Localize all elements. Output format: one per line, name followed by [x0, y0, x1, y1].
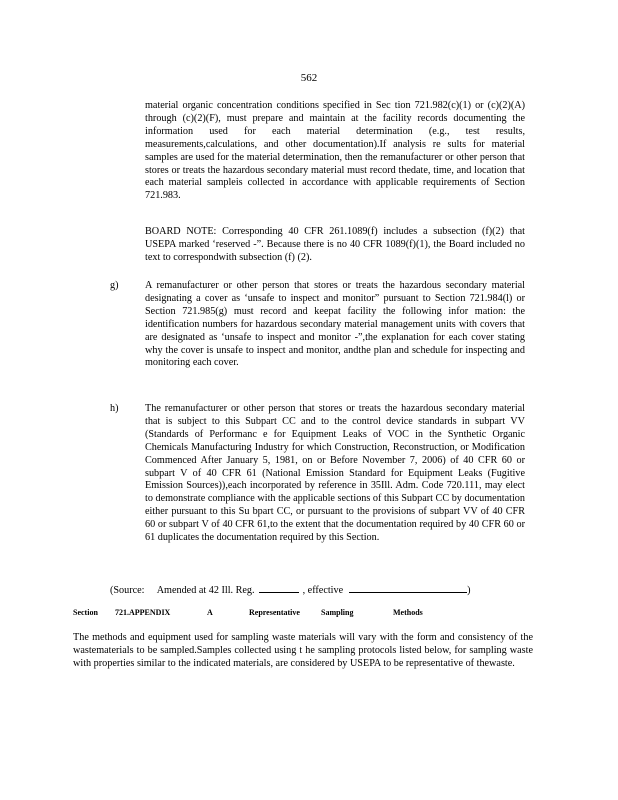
- board-note: BOARD NOTE: Corresponding 40 CFR 261.1089(f) includes a subsection (f)(2) that USEPA marked ‘reserved -”. Because there is no 40 CFR 1089(f)(1), the Board included no text to correspondwith subsection (f) (2).: [145, 226, 525, 263]
- paragraph-records-documentation: material organic concentration conditions specified in Sec tion 721.982(c)(1) or (c)(2)(A) through (c)(2)(F), must prepare and maintain at the facility records documenting the information used for each material determination (e.g., test results, measurements,calculations, and other documentation).If analysis re sults for material samples are used for the material determination, then the remanufacturer or other person that stores or treats the hazardous secondary material must record thedate, time, and location that each material sampleis collected in accordance with applicable requirements of Section 721.983.: [145, 100, 525, 202]
- appendix-intro-paragraph: The methods and equipment used for sampling waste materials will vary with the form and consistency of the wastematerials to be sampled.Samples collected using t he sampling protocols listed below, for sampling waste with properties similar to the indicated materials, are considered by USEPA to be representative of thewaste.: [73, 632, 533, 669]
- section-title-word-2: Sampling: [321, 608, 354, 617]
- section-heading: [73, 608, 533, 617]
- subsection-g-text: A remanufacturer or other person that stores or treats the hazardous secondary material designating a cover as ‘unsafe to inspect and monitor” pursuant to Section 721.984(l) or Section 721.985(g) must record and keepat facility the following infor mation: the identification numbers for hazardous secondary material management units with covers that are designated as ‘unsafe to inspect and monitor -”,the explanation for each cover stating why the cover is unsafe to inspect and monitor, andthe plan and schedule for inspecting and monitoring each cover.: [145, 280, 525, 369]
- section-label: Section: [73, 608, 98, 617]
- source-note: [110, 582, 530, 598]
- source-prefix: (Source:: [110, 585, 145, 596]
- section-number: 721.APPENDIX: [115, 608, 171, 617]
- effective-date-blank: [349, 582, 467, 593]
- section-title-word-1: Representative: [249, 608, 300, 617]
- subsection-g-marker: g): [110, 280, 119, 291]
- source-close: ): [467, 585, 471, 596]
- page-number: 562: [300, 72, 318, 84]
- source-effective: , effective: [302, 585, 344, 596]
- section-letter: A: [207, 608, 213, 617]
- section-title-word-3: Methods: [393, 608, 423, 617]
- register-blank: [259, 582, 299, 593]
- subsection-h-text: The remanufacturer or other person that stores or treats the hazardous secondary material that is subject to this Subpart CC and to the control device standards in subpart VV (Standards of Performanc e for Equipment Leaks of VOC in the Synthetic Organic Chemicals Manufacturing Industry for which Construction, Reconstruction, or Modification Commenced After January 5, 1981, on or Before November 7, 2006) of 40 CFR 60 or subpart V of 40 CFR 61 (National Emission Standard for Equipment Leaks (Fugitive Emission Sources)),each incorporated by reference in 35Ill. Adm. Code 720.111, may elect to demonstrate compliance with the applicable sections of this Subpart CC by documentation either pursuant to this Su bpart CC, or pursuant to the provisions of subpart VV of 40 CFR 60 or subpart V of 40 CFR 61,to the extent that the documentation required by 40 CFR 60 or 61 duplicates the documentation required by this Section.: [145, 403, 525, 544]
- subsection-h-marker: h): [110, 403, 119, 414]
- source-amended: Amended at 42 Ill. Reg.: [156, 585, 255, 596]
